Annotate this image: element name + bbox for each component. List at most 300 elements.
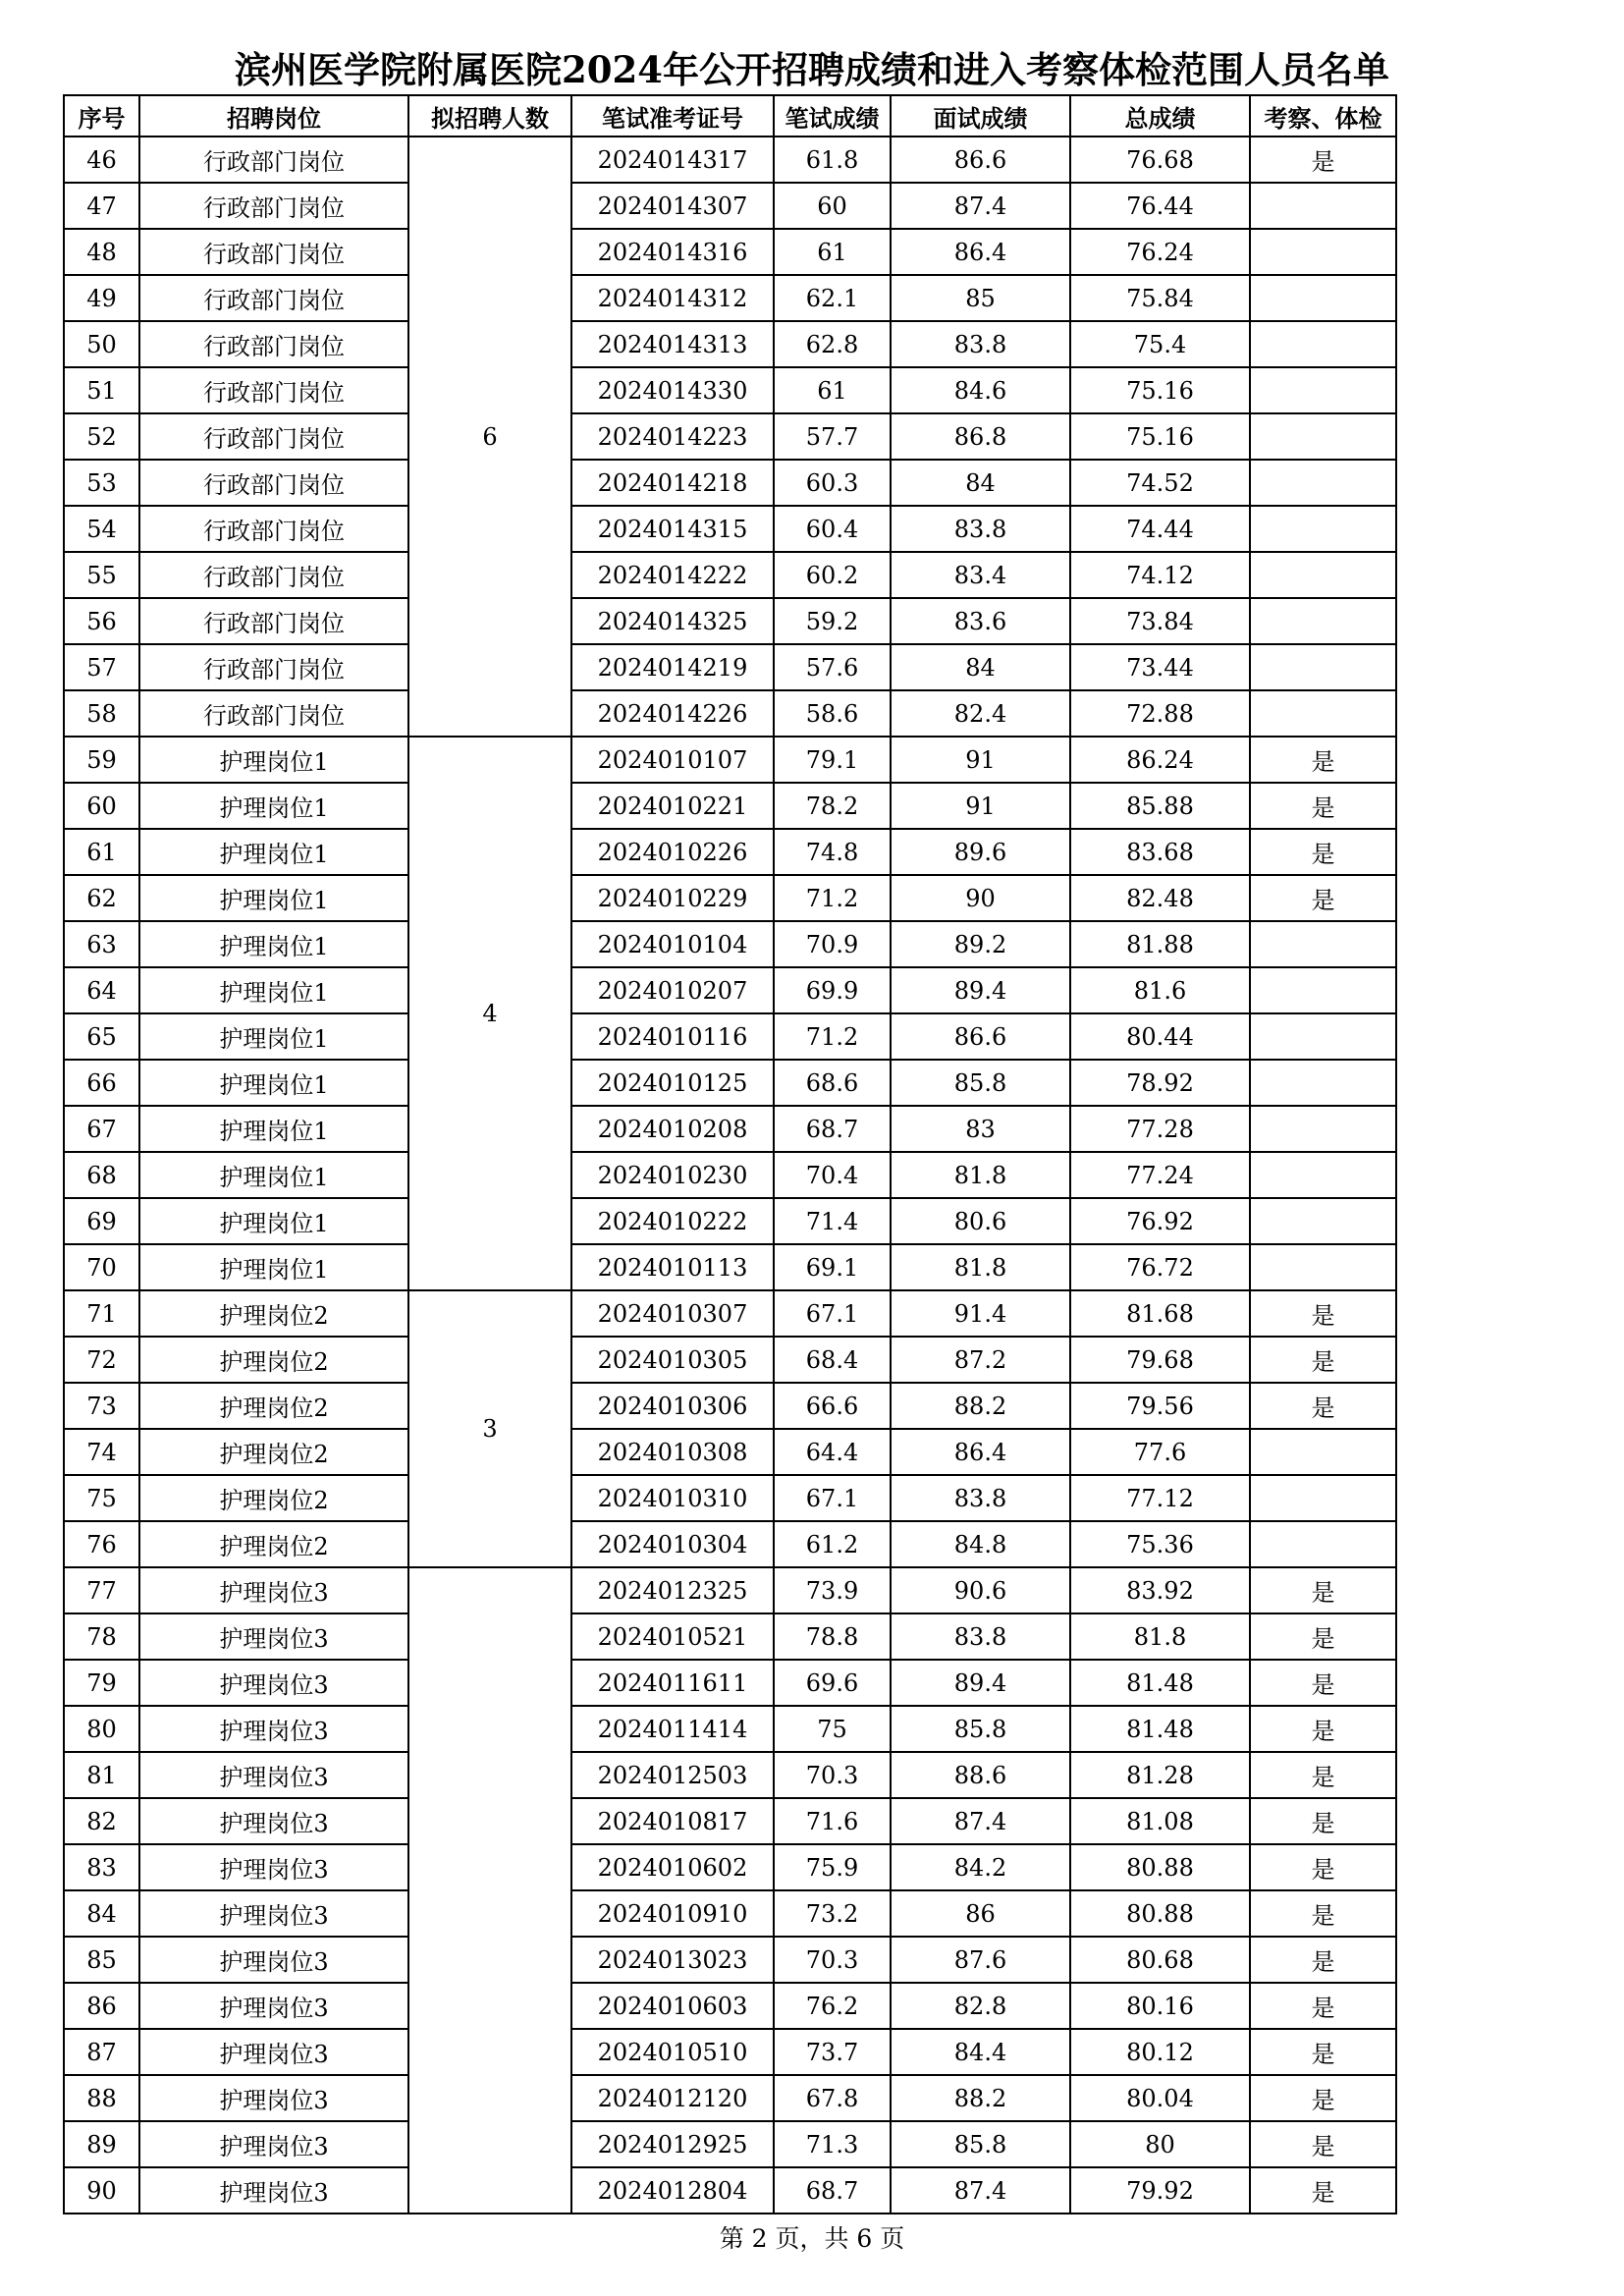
cell-total: 80.68 (1070, 1937, 1250, 1983)
cell-no: 63 (64, 921, 139, 967)
header-row (64, 95, 1396, 137)
cell-exam-id: 2024010207 (571, 967, 774, 1013)
cell-no: 85 (64, 1937, 139, 1983)
cell-mark: 是 (1250, 1613, 1396, 1660)
cell-mark (1250, 1475, 1396, 1521)
cell-post: 护理岗位1 (139, 1060, 408, 1106)
cell-written: 59.2 (774, 598, 891, 644)
cell-post: 护理岗位3 (139, 2167, 408, 2214)
cell-exam-id: 2024014219 (571, 644, 774, 690)
cell-written: 78.2 (774, 783, 891, 829)
cell-post: 护理岗位2 (139, 1383, 408, 1429)
cell-mark (1250, 229, 1396, 275)
cell-interview: 89.6 (891, 829, 1070, 875)
cell-post: 护理岗位2 (139, 1429, 408, 1475)
cell-post: 护理岗位1 (139, 1198, 408, 1244)
cell-mark (1250, 1429, 1396, 1475)
cell-exam-id: 2024010304 (571, 1521, 774, 1567)
cell-post: 护理岗位3 (139, 1983, 408, 2029)
cell-mark: 是 (1250, 1337, 1396, 1383)
cell-no: 52 (64, 413, 139, 460)
cell-exam-id: 2024012325 (571, 1567, 774, 1613)
cell-post: 护理岗位3 (139, 1706, 408, 1752)
cell-mark (1250, 690, 1396, 737)
cell-exam-id: 2024012804 (571, 2167, 774, 2214)
cell-no: 50 (64, 321, 139, 367)
cell-no: 58 (64, 690, 139, 737)
cell-no: 70 (64, 1244, 139, 1290)
table-row (64, 598, 1396, 644)
table-row (64, 1844, 1396, 1890)
cell-written: 78.8 (774, 1613, 891, 1660)
table-row (64, 2075, 1396, 2121)
cell-written: 73.7 (774, 2029, 891, 2075)
cell-exam-id: 2024014223 (571, 413, 774, 460)
cell-mark: 是 (1250, 1752, 1396, 1798)
cell-interview: 89.2 (891, 921, 1070, 967)
cell-post: 护理岗位3 (139, 1613, 408, 1660)
cell-total: 86.24 (1070, 737, 1250, 783)
cell-exam-id: 2024012503 (571, 1752, 774, 1798)
cell-total: 76.92 (1070, 1198, 1250, 1244)
cell-total: 77.12 (1070, 1475, 1250, 1521)
cell-total: 74.44 (1070, 506, 1250, 552)
cell-post: 行政部门岗位 (139, 552, 408, 598)
cell-post: 护理岗位3 (139, 1890, 408, 1937)
cell-total: 74.12 (1070, 552, 1250, 598)
table-row (64, 737, 1396, 783)
cell-interview: 81.8 (891, 1244, 1070, 1290)
cell-post: 护理岗位3 (139, 2121, 408, 2167)
cell-no: 77 (64, 1567, 139, 1613)
cell-written: 64.4 (774, 1429, 891, 1475)
cell-total: 76.44 (1070, 183, 1250, 229)
cell-interview: 85 (891, 275, 1070, 321)
cell-mark (1250, 506, 1396, 552)
cell-interview: 80.6 (891, 1198, 1070, 1244)
cell-exam-id: 2024010308 (571, 1429, 774, 1475)
cell-written: 68.4 (774, 1337, 891, 1383)
table-row (64, 1198, 1396, 1244)
cell-mark (1250, 552, 1396, 598)
cell-written: 58.6 (774, 690, 891, 737)
cell-no: 47 (64, 183, 139, 229)
cell-mark: 是 (1250, 1983, 1396, 2029)
cell-no: 59 (64, 737, 139, 783)
cell-mark: 是 (1250, 2121, 1396, 2167)
cell-interview: 84.6 (891, 367, 1070, 413)
table-row (64, 1798, 1396, 1844)
cell-quota: 3 (408, 1290, 571, 1567)
cell-exam-id: 2024010602 (571, 1844, 774, 1890)
cell-interview: 85.8 (891, 1706, 1070, 1752)
cell-no: 65 (64, 1013, 139, 1060)
table-row (64, 460, 1396, 506)
cell-interview: 83.8 (891, 1613, 1070, 1660)
cell-total: 81.08 (1070, 1798, 1250, 1844)
table-row (64, 644, 1396, 690)
cell-mark (1250, 1198, 1396, 1244)
cell-written: 79.1 (774, 737, 891, 783)
cell-mark: 是 (1250, 875, 1396, 921)
cell-written: 69.9 (774, 967, 891, 1013)
cell-written: 74.8 (774, 829, 891, 875)
cell-exam-id: 2024010107 (571, 737, 774, 783)
cell-mark: 是 (1250, 737, 1396, 783)
cell-total: 81.48 (1070, 1660, 1250, 1706)
cell-written: 73.9 (774, 1567, 891, 1613)
cell-no: 87 (64, 2029, 139, 2075)
cell-total: 80.04 (1070, 2075, 1250, 2121)
table-row (64, 1152, 1396, 1198)
cell-exam-id: 2024010221 (571, 783, 774, 829)
cell-total: 83.92 (1070, 1567, 1250, 1613)
cell-total: 80.12 (1070, 2029, 1250, 2075)
cell-exam-id: 2024010603 (571, 1983, 774, 2029)
cell-no: 86 (64, 1983, 139, 2029)
cell-total: 76.24 (1070, 229, 1250, 275)
cell-exam-id: 2024010208 (571, 1106, 774, 1152)
cell-mark (1250, 321, 1396, 367)
cell-mark: 是 (1250, 2167, 1396, 2214)
cell-post: 行政部门岗位 (139, 137, 408, 183)
cell-mark (1250, 1521, 1396, 1567)
cell-no: 75 (64, 1475, 139, 1521)
cell-no: 80 (64, 1706, 139, 1752)
cell-post: 护理岗位1 (139, 737, 408, 783)
cell-mark (1250, 967, 1396, 1013)
cell-written: 68.7 (774, 2167, 891, 2214)
cell-post: 护理岗位3 (139, 1660, 408, 1706)
cell-mark: 是 (1250, 783, 1396, 829)
cell-post: 护理岗位3 (139, 1937, 408, 1983)
cell-written: 76.2 (774, 1983, 891, 2029)
cell-interview: 86.8 (891, 413, 1070, 460)
cell-interview: 81.8 (891, 1152, 1070, 1198)
cell-post: 护理岗位3 (139, 2075, 408, 2121)
table-row (64, 1567, 1396, 1613)
cell-post: 护理岗位1 (139, 1106, 408, 1152)
table-body (64, 137, 1396, 2214)
cell-written: 73.2 (774, 1890, 891, 1937)
cell-interview: 82.8 (891, 1983, 1070, 2029)
cell-total: 73.44 (1070, 644, 1250, 690)
table-row (64, 506, 1396, 552)
cell-no: 72 (64, 1337, 139, 1383)
cell-written: 60.2 (774, 552, 891, 598)
cell-no: 67 (64, 1106, 139, 1152)
page-footer: 第 2 页，共 6 页 (719, 2224, 905, 2253)
cell-mark (1250, 460, 1396, 506)
cell-no: 68 (64, 1152, 139, 1198)
cell-no: 90 (64, 2167, 139, 2214)
cell-post: 行政部门岗位 (139, 183, 408, 229)
cell-post: 护理岗位1 (139, 967, 408, 1013)
cell-post: 行政部门岗位 (139, 229, 408, 275)
cell-interview: 85.8 (891, 2121, 1070, 2167)
cell-no: 48 (64, 229, 139, 275)
cell-post: 行政部门岗位 (139, 644, 408, 690)
cell-mark: 是 (1250, 1706, 1396, 1752)
cell-interview: 83.8 (891, 321, 1070, 367)
cell-total: 80.88 (1070, 1844, 1250, 1890)
cell-no: 49 (64, 275, 139, 321)
cell-post: 护理岗位1 (139, 1244, 408, 1290)
cell-post: 行政部门岗位 (139, 598, 408, 644)
table-row (64, 1983, 1396, 2029)
cell-exam-id: 2024010310 (571, 1475, 774, 1521)
table-row (64, 1475, 1396, 1521)
cell-mark: 是 (1250, 1937, 1396, 1983)
cell-no: 71 (64, 1290, 139, 1337)
cell-post: 护理岗位3 (139, 1752, 408, 1798)
cell-quota: 6 (408, 137, 571, 737)
header-exam-id: 笔试准考证号 (571, 95, 774, 137)
cell-post: 行政部门岗位 (139, 321, 408, 367)
table-row (64, 1706, 1396, 1752)
cell-mark (1250, 413, 1396, 460)
cell-no: 76 (64, 1521, 139, 1567)
cell-no: 66 (64, 1060, 139, 1106)
cell-mark: 是 (1250, 2075, 1396, 2121)
cell-exam-id: 2024010229 (571, 875, 774, 921)
table-row (64, 1429, 1396, 1475)
cell-interview: 87.2 (891, 1337, 1070, 1383)
cell-total: 79.68 (1070, 1337, 1250, 1383)
cell-exam-id: 2024013023 (571, 1937, 774, 1983)
cell-post: 护理岗位2 (139, 1475, 408, 1521)
cell-no: 88 (64, 2075, 139, 2121)
cell-no: 55 (64, 552, 139, 598)
table-row (64, 1613, 1396, 1660)
cell-exam-id: 2024014222 (571, 552, 774, 598)
cell-exam-id: 2024010113 (571, 1244, 774, 1290)
cell-interview: 90.6 (891, 1567, 1070, 1613)
cell-interview: 91 (891, 783, 1070, 829)
cell-written: 71.6 (774, 1798, 891, 1844)
cell-written: 66.6 (774, 1383, 891, 1429)
cell-mark: 是 (1250, 1844, 1396, 1890)
table-row (64, 2121, 1396, 2167)
cell-interview: 84 (891, 460, 1070, 506)
cell-exam-id: 2024010125 (571, 1060, 774, 1106)
cell-post: 护理岗位1 (139, 875, 408, 921)
cell-total: 80.44 (1070, 1013, 1250, 1060)
cell-mark (1250, 644, 1396, 690)
cell-total: 81.6 (1070, 967, 1250, 1013)
cell-total: 81.68 (1070, 1290, 1250, 1337)
document-title: 滨州医学院附属医院2024年公开招聘成绩和进入考察体检范围人员名单 (235, 48, 1389, 91)
cell-mark (1250, 183, 1396, 229)
cell-mark (1250, 1106, 1396, 1152)
cell-exam-id: 2024014313 (571, 321, 774, 367)
table-row (64, 1290, 1396, 1337)
cell-written: 71.2 (774, 1013, 891, 1060)
cell-total: 81.48 (1070, 1706, 1250, 1752)
cell-mark: 是 (1250, 1383, 1396, 1429)
cell-total: 82.48 (1070, 875, 1250, 921)
cell-no: 89 (64, 2121, 139, 2167)
table-row (64, 1521, 1396, 1567)
cell-no: 60 (64, 783, 139, 829)
cell-total: 76.72 (1070, 1244, 1250, 1290)
cell-written: 70.3 (774, 1937, 891, 1983)
cell-mark (1250, 275, 1396, 321)
cell-interview: 88.6 (891, 1752, 1070, 1798)
cell-total: 85.88 (1070, 783, 1250, 829)
cell-written: 75.9 (774, 1844, 891, 1890)
cell-written: 57.7 (774, 413, 891, 460)
cell-written: 61.2 (774, 1521, 891, 1567)
cell-total: 80.16 (1070, 1983, 1250, 2029)
cell-post: 护理岗位2 (139, 1337, 408, 1383)
table-row (64, 967, 1396, 1013)
cell-interview: 89.4 (891, 967, 1070, 1013)
cell-written: 71.2 (774, 875, 891, 921)
cell-mark (1250, 1244, 1396, 1290)
cell-post: 护理岗位1 (139, 1013, 408, 1060)
cell-exam-id: 2024014325 (571, 598, 774, 644)
cell-written: 61 (774, 229, 891, 275)
cell-exam-id: 2024010104 (571, 921, 774, 967)
cell-interview: 84.2 (891, 1844, 1070, 1890)
cell-interview: 87.4 (891, 2167, 1070, 2214)
cell-mark (1250, 1060, 1396, 1106)
cell-mark: 是 (1250, 1290, 1396, 1337)
table-row (64, 183, 1396, 229)
cell-no: 54 (64, 506, 139, 552)
cell-post: 护理岗位3 (139, 2029, 408, 2075)
cell-post: 行政部门岗位 (139, 275, 408, 321)
header-quota: 拟招聘人数 (408, 95, 571, 137)
header-mark: 考察、体检 (1250, 95, 1396, 137)
table-row (64, 875, 1396, 921)
table-row (64, 783, 1396, 829)
cell-mark (1250, 1152, 1396, 1198)
cell-written: 67.8 (774, 2075, 891, 2121)
cell-total: 73.84 (1070, 598, 1250, 644)
cell-exam-id: 2024010306 (571, 1383, 774, 1429)
cell-interview: 84 (891, 644, 1070, 690)
table-row (64, 921, 1396, 967)
cell-quota (408, 1567, 571, 2214)
cell-exam-id: 2024014316 (571, 229, 774, 275)
cell-written: 70.4 (774, 1152, 891, 1198)
table-row (64, 1106, 1396, 1152)
cell-mark: 是 (1250, 137, 1396, 183)
cell-mark (1250, 1013, 1396, 1060)
cell-total: 77.6 (1070, 1429, 1250, 1475)
table-row (64, 367, 1396, 413)
header-interview: 面试成绩 (891, 95, 1070, 137)
table-row (64, 552, 1396, 598)
cell-mark: 是 (1250, 1660, 1396, 1706)
cell-interview: 87.6 (891, 1937, 1070, 1983)
table-row (64, 1337, 1396, 1383)
cell-total: 75.36 (1070, 1521, 1250, 1567)
table-row (64, 1383, 1396, 1429)
cell-written: 69.6 (774, 1660, 891, 1706)
cell-exam-id: 2024011611 (571, 1660, 774, 1706)
cell-exam-id: 2024014226 (571, 690, 774, 737)
cell-total: 75.16 (1070, 367, 1250, 413)
cell-exam-id: 2024012120 (571, 2075, 774, 2121)
cell-interview: 88.2 (891, 1383, 1070, 1429)
cell-post: 行政部门岗位 (139, 367, 408, 413)
table-row (64, 1890, 1396, 1937)
cell-post: 护理岗位1 (139, 829, 408, 875)
cell-post: 护理岗位3 (139, 1798, 408, 1844)
cell-written: 68.7 (774, 1106, 891, 1152)
table-row (64, 229, 1396, 275)
cell-exam-id: 2024014307 (571, 183, 774, 229)
cell-exam-id: 2024011414 (571, 1706, 774, 1752)
cell-interview: 87.4 (891, 183, 1070, 229)
cell-exam-id: 2024014317 (571, 137, 774, 183)
table-row (64, 413, 1396, 460)
cell-mark: 是 (1250, 829, 1396, 875)
cell-mark (1250, 598, 1396, 644)
table-row (64, 1060, 1396, 1106)
cell-interview: 86.6 (891, 137, 1070, 183)
cell-interview: 83.8 (891, 1475, 1070, 1521)
cell-written: 60.4 (774, 506, 891, 552)
cell-no: 73 (64, 1383, 139, 1429)
table-row (64, 690, 1396, 737)
cell-written: 70.3 (774, 1752, 891, 1798)
cell-exam-id: 2024014312 (571, 275, 774, 321)
cell-total: 75.16 (1070, 413, 1250, 460)
table-row (64, 2167, 1396, 2214)
cell-total: 81.88 (1070, 921, 1250, 967)
cell-interview: 86.4 (891, 229, 1070, 275)
cell-no: 83 (64, 1844, 139, 1890)
cell-no: 78 (64, 1613, 139, 1660)
cell-mark (1250, 921, 1396, 967)
cell-no: 53 (64, 460, 139, 506)
cell-total: 81.28 (1070, 1752, 1250, 1798)
table-row (64, 1937, 1396, 1983)
cell-total: 80.88 (1070, 1890, 1250, 1937)
cell-mark (1250, 367, 1396, 413)
header-written: 笔试成绩 (774, 95, 891, 137)
cell-written: 61 (774, 367, 891, 413)
cell-total: 72.88 (1070, 690, 1250, 737)
cell-post: 行政部门岗位 (139, 413, 408, 460)
cell-interview: 82.4 (891, 690, 1070, 737)
cell-total: 75.84 (1070, 275, 1250, 321)
cell-written: 67.1 (774, 1290, 891, 1337)
cell-interview: 83.6 (891, 598, 1070, 644)
cell-no: 84 (64, 1890, 139, 1937)
cell-post: 行政部门岗位 (139, 506, 408, 552)
cell-exam-id: 2024010910 (571, 1890, 774, 1937)
cell-post: 行政部门岗位 (139, 690, 408, 737)
results-table (63, 94, 1397, 2214)
cell-total: 75.4 (1070, 321, 1250, 367)
cell-mark: 是 (1250, 1798, 1396, 1844)
table-row (64, 829, 1396, 875)
cell-post: 护理岗位3 (139, 1567, 408, 1613)
cell-written: 69.1 (774, 1244, 891, 1290)
cell-exam-id: 2024010116 (571, 1013, 774, 1060)
cell-post: 护理岗位2 (139, 1521, 408, 1567)
cell-total: 79.92 (1070, 2167, 1250, 2214)
cell-exam-id: 2024010510 (571, 2029, 774, 2075)
cell-exam-id: 2024010230 (571, 1152, 774, 1198)
cell-interview: 91 (891, 737, 1070, 783)
cell-no: 81 (64, 1752, 139, 1798)
